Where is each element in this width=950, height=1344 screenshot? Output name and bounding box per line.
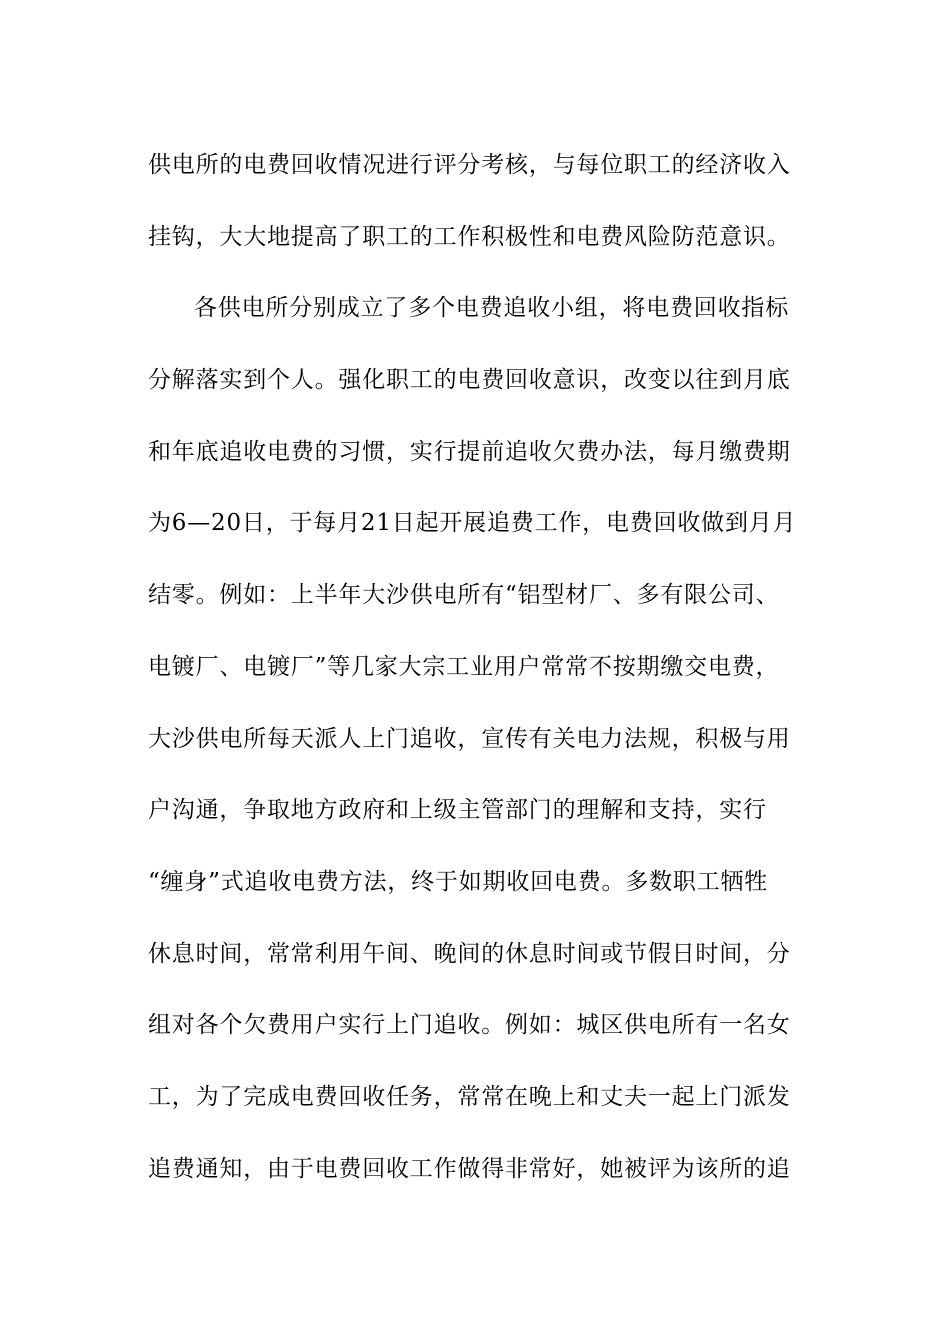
text-line: 挂钩，大大地提高了职工的工作积极性和电费风险防范意识。 [148, 223, 791, 250]
text-line: 大沙供电所每天派人上门追收，宣传有关电力法规，积极与用 [148, 725, 791, 752]
paragraph-start-line: 各供电所分别成立了多个电费追收小组，将电费回收指标 [194, 295, 789, 322]
text-line: 组对各个欠费用户实行上门追收。例如：城区供电所有一名女 [148, 1012, 791, 1039]
text-line: 为6—20日，于每月21日起开展追费工作，电费回收做到月月 [148, 510, 797, 537]
text-line: 休息时间，常常利用午间、晚间的休息时间或节假日时间，分 [148, 940, 791, 967]
text-line: “缠身”式追收电费方法，终于如期收回电费。多数职工牺牲 [148, 868, 769, 895]
text-line: 和年底追收电费的习惯，实行提前追收欠费办法，每月缴费期 [148, 438, 791, 465]
text-line: 追费通知，由于电费回收工作做得非常好，她被评为该所的追 [148, 1155, 791, 1182]
text-line: 电镀厂、电镀厂”等几家大宗工业用户常常不按期缴交电费， [148, 653, 780, 680]
text-line: 分解落实到个人。强化职工的电费回收意识，改变以往到月底 [148, 367, 791, 394]
text-line: 结零。例如：上半年大沙供电所有“铝型材厂、多有限公司、 [148, 582, 780, 609]
text-line: 户沟通，争取地方政府和上级主管部门的理解和支持，实行 [148, 797, 767, 824]
text-line: 工，为了完成电费回收任务，常常在晚上和丈夫一起上门派发 [148, 1083, 791, 1110]
body-text [148, 130, 808, 1205]
text-line: 供电所的电费回收情况进行评分考核，与每位职工的经济收入 [148, 152, 791, 178]
